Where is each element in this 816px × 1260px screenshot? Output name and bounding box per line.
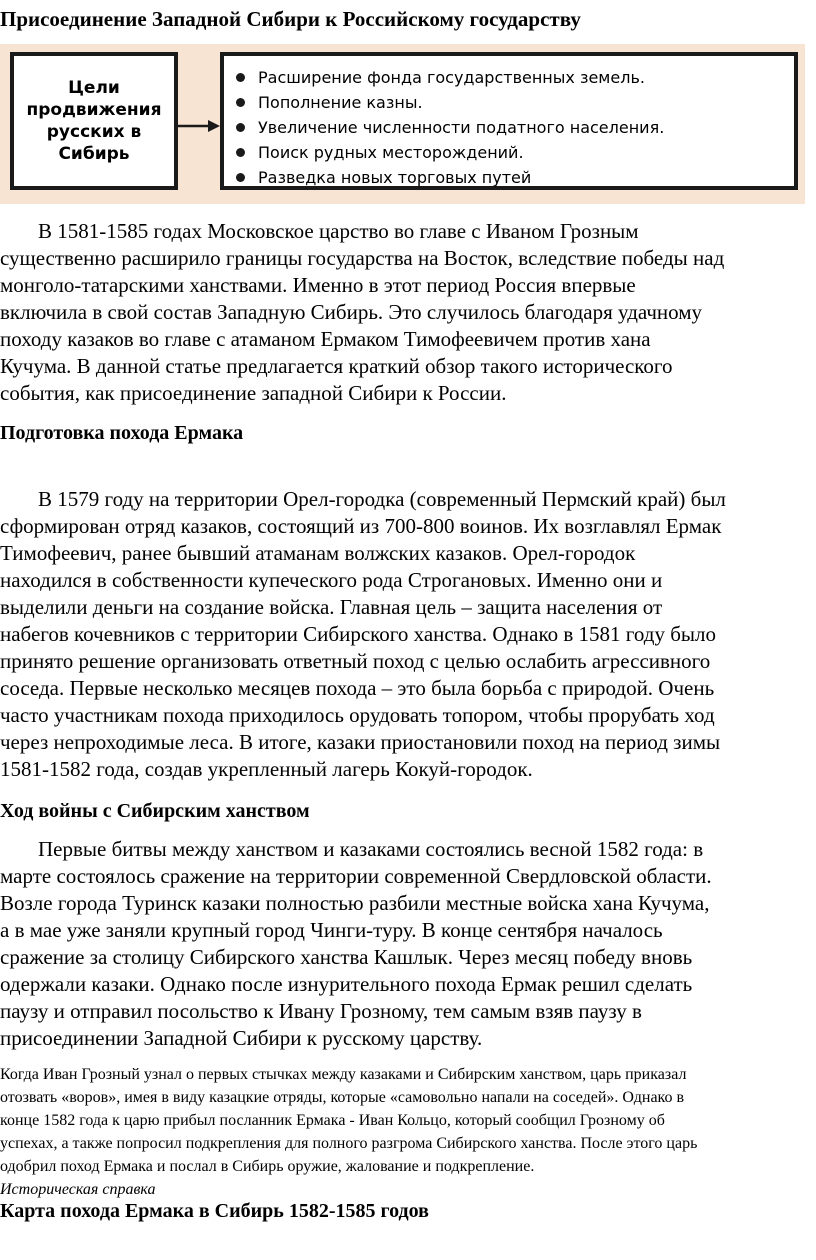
- text-line: сражение за столицу Сибирского ханства Кашлык. Через месяц победу вновь: [0, 945, 693, 969]
- goals-diagram: [0, 44, 805, 204]
- section-heading: Карта похода Ермака в Сибирь 1582-1585 годов: [0, 1200, 429, 1222]
- bullet-icon: [236, 148, 245, 157]
- goals-label-box: [10, 52, 178, 190]
- text-line: марте состоялось сражение на территории современной Свердловской области.: [0, 864, 712, 888]
- bullet-icon: [236, 123, 245, 132]
- text-line: существенно расширило границы государства на Восток, вследствие победы над: [0, 246, 725, 270]
- text-line: Кучума. В данной статье предлагается краткий обзор такого исторического: [0, 354, 673, 378]
- text-line: включила в свой состав Западную Сибирь. Это случилось благодаря удачному: [0, 300, 703, 324]
- section-heading: Ход войны с Сибирским ханством: [0, 800, 310, 822]
- intro-paragraph: [0, 218, 816, 407]
- text-line: события, как присоединение западной Сибири к России.: [0, 381, 507, 405]
- goals-label: Цели продвижения русских в Сибирь: [26, 78, 162, 164]
- section-heading: Подготовка похода Ермака: [0, 422, 244, 444]
- text-line: отозвать «воров», имея в виду казацкие отряды, которые «самовольно напали на соседей». Однако в: [0, 1089, 685, 1106]
- text-line: часто участникам похода приходилось орудовать топором, чтобы прорубать ход: [0, 703, 715, 727]
- text-line: Тимофеевич, ранее бывший атаманам волжских казаков. Орел-городок: [0, 541, 636, 565]
- goals-list-box: [220, 52, 798, 190]
- section2-paragraph: [0, 836, 816, 1052]
- goal-item: Поиск рудных месторождений.: [234, 140, 794, 165]
- text-line: сформирован отряд казаков, состоящий из 700-800 воинов. Их возглавлял Ермак: [0, 514, 722, 538]
- text-line: Первые битвы между ханством и казаками состоялись весной 1582 года: в: [38, 837, 704, 861]
- text-line: конце 1582 года к царю прибыл посланник Ермака - Иван Кольцо, который сообщил Грозному об: [0, 1112, 665, 1129]
- text-line: паузу и отправил посольство к Ивану Грозному, тем самым взяв паузу в: [0, 999, 642, 1023]
- text-line: Когда Иван Грозный узнал о первых стычках между казаками и Сибирским ханством, царь приказал: [0, 1066, 687, 1083]
- note-source: Историческая справка: [0, 1181, 156, 1198]
- page-title: Присоединение Западной Сибири к Российскому государству: [0, 7, 581, 31]
- text-line: монголо-татарскими ханствами. Именно в этот период Россия впервые: [0, 273, 636, 297]
- bullet-icon: [236, 98, 245, 107]
- goals-list: [234, 65, 794, 190]
- historical-note: [0, 1063, 816, 1201]
- goal-item: Увеличение численности податного населения.: [234, 115, 794, 140]
- text-line: 1581-1582 года, создав укрепленный лагерь Кокуй-городок.: [0, 757, 533, 781]
- text-line: соседа. Первые несколько месяцев похода – это была борьба с природой. Очень: [0, 676, 715, 700]
- text-line: походу казаков во главе с атаманом Ермаком Тимофеевичем против хана: [0, 327, 651, 351]
- goal-item: Разведка новых торговых путей: [234, 165, 794, 190]
- text-line: успехах, а также попросил подкрепления для полного разгрома Сибирского ханства. После этого царь: [0, 1135, 698, 1152]
- bullet-icon: [236, 173, 245, 182]
- text-line: присоединении Западной Сибири к русскому царству.: [0, 1026, 483, 1050]
- text-line: набегов кочевников с территории Сибирского ханства. Однако в 1581 году было: [0, 622, 716, 646]
- bullet-icon: [236, 73, 245, 82]
- section1-paragraph: [0, 486, 816, 783]
- text-line: Возле города Туринск казаки полностью разбили местные войска хана Кучума,: [0, 891, 710, 915]
- goal-item: Пополнение казны.: [234, 90, 794, 115]
- text-line: В 1579 году на территории Орел-городка (современный Пермский край) был: [38, 487, 726, 511]
- arrow-right-icon: [178, 116, 220, 136]
- text-line: одобрил поход Ермака и послал в Сибирь оружие, жалование и подкрепление.: [0, 1158, 535, 1175]
- text-line: через непроходимые леса. В итоге, казаки приостановили поход на период зимы: [0, 730, 721, 754]
- text-line: а в мае уже заняли крупный город Чинги-туру. В конце сентября началось: [0, 918, 663, 942]
- text-line: выделили деньги на создание войска. Главная цель – защита населения от: [0, 595, 663, 619]
- goal-item: Расширение фонда государственных земель.: [234, 65, 794, 90]
- text-line: В 1581-1585 годах Московское царство во главе с Иваном Грозным: [38, 219, 639, 243]
- text-line: одержали казаки. Однако после изнурительного похода Ермак решил сделать: [0, 972, 693, 996]
- text-line: принято решение организовать ответный поход с целью ослабить агрессивного: [0, 649, 711, 673]
- text-line: находился в собственности купеческого рода Строгановых. Именно они и: [0, 568, 663, 592]
